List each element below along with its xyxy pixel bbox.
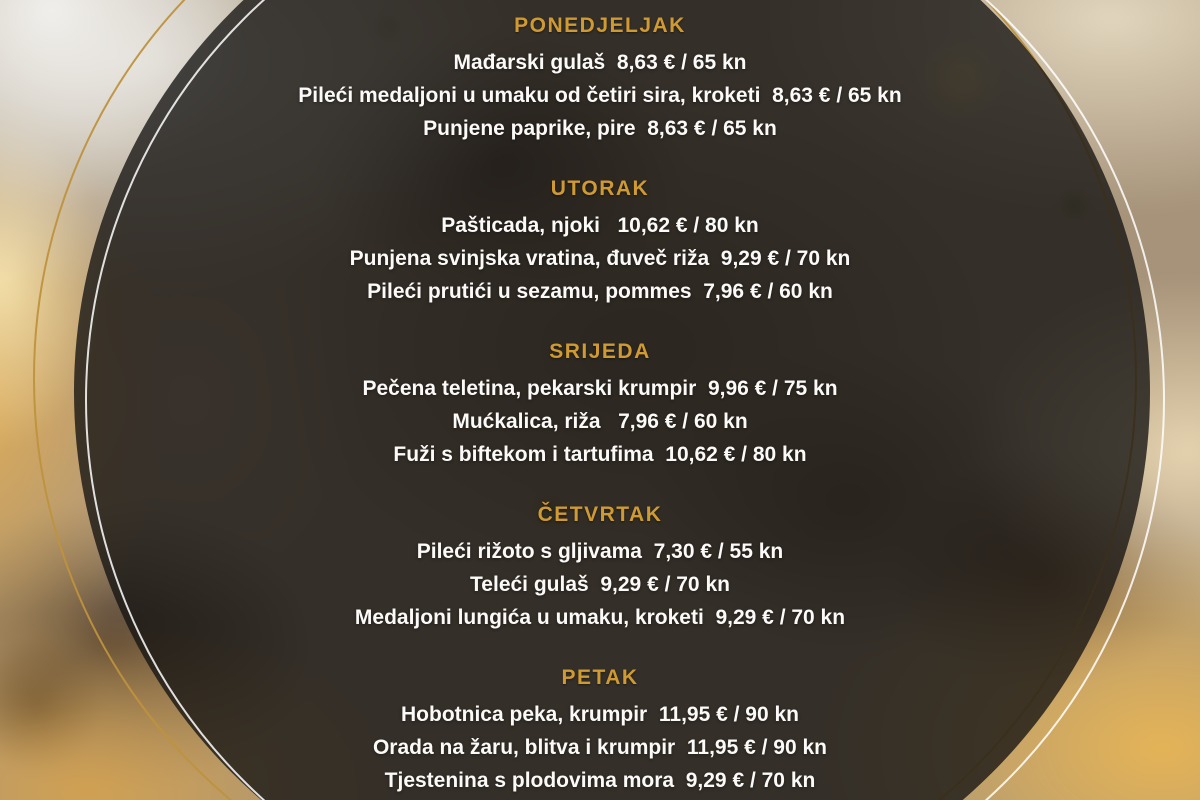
menu-item: Fuži s biftekom i tartufima 10,62 € / 80 kn (393, 443, 807, 466)
menu-item: Pašticada, njoki 10,62 € / 80 kn (441, 214, 759, 237)
menu-item: Tjestenina s plodovima mora 9,29 € / 70 kn (384, 769, 816, 792)
day-heading: PETAK (561, 666, 639, 689)
weekly-menu (0, 8, 1200, 800)
day-heading: SRIJEDA (549, 340, 651, 363)
menu-day-thursday (0, 497, 1200, 634)
menu-day-wednesday (0, 334, 1200, 471)
menu-item: Orada na žaru, blitva i krumpir 11,95 € / 90 kn (372, 736, 828, 759)
day-heading: ČETVRTAK (537, 503, 663, 526)
menu-item: Pečena teletina, pekarski krumpir 9,96 € / 75 kn (362, 377, 838, 400)
menu-item: Punjena svinjska vratina, đuveč riža 9,29 € / 70 kn (349, 247, 851, 270)
menu-item: Punjene paprike, pire 8,63 € / 65 kn (423, 117, 777, 140)
day-heading: PONEDJELJAK (514, 14, 686, 37)
menu-day-friday (0, 660, 1200, 797)
menu-item: Pileći medaljoni u umaku od četiri sira, kroketi 8,63 € / 65 kn (298, 84, 902, 107)
menu-item: Pileći prutići u sezamu, pommes 7,96 € / 60 kn (367, 280, 833, 303)
menu-day-monday (0, 8, 1200, 145)
menu-item: Teleći gulaš 9,29 € / 70 kn (470, 573, 730, 596)
menu-item: Hobotnica peka, krumpir 11,95 € / 90 kn (401, 703, 799, 726)
day-heading: UTORAK (550, 177, 650, 200)
menu-item: Mućkalica, riža 7,96 € / 60 kn (452, 410, 748, 433)
menu-item: Mađarski gulaš 8,63 € / 65 kn (453, 51, 747, 74)
menu-item: Medaljoni lungića u umaku, kroketi 9,29 € / 70 kn (354, 606, 846, 629)
menu-day-tuesday (0, 171, 1200, 308)
menu-item: Pileći rižoto s gljivama 7,30 € / 55 kn (416, 540, 784, 563)
